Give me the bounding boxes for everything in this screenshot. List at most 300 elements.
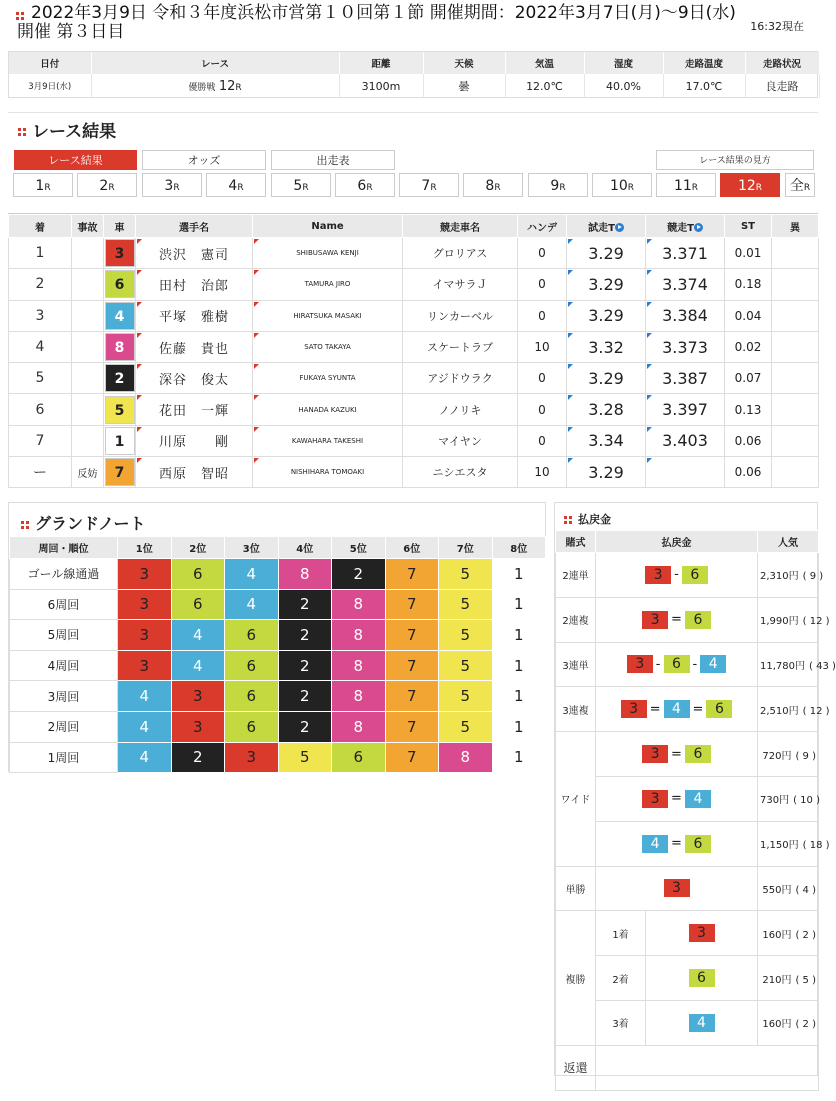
result-st: 0.18 xyxy=(725,269,772,300)
info-humidity: 40.0% xyxy=(584,74,663,98)
col-trial-time[interactable] xyxy=(567,215,646,238)
result-note xyxy=(772,331,819,362)
payout-popularity: ( 2 ) xyxy=(795,1019,816,1031)
grand-note-title xyxy=(21,511,146,534)
result-handicap: 0 xyxy=(518,394,567,425)
race-number: 12 xyxy=(218,78,236,94)
payout-panel xyxy=(554,502,836,1076)
car-number-badge: 6 xyxy=(685,745,711,763)
info-header-date: 日付 xyxy=(9,52,91,74)
race-button-9[interactable] xyxy=(528,173,588,197)
race-button-13[interactable] xyxy=(785,173,815,197)
car-number-badge: 4 xyxy=(700,655,726,673)
result-rider-name[interactable]: 渋沢 憲司 xyxy=(136,238,253,269)
grand-position-cell: 8 xyxy=(332,650,386,681)
car-number-badge: 4 xyxy=(105,302,135,330)
payout-amount-pop xyxy=(758,687,830,732)
car-number-badge: 3 xyxy=(689,924,715,942)
race-button-number: 2 xyxy=(99,178,109,194)
car-number-badge: 3 xyxy=(645,566,671,584)
grand-position-cell: 4 xyxy=(171,650,225,681)
result-bike: ニシエスタ xyxy=(403,457,518,488)
car-number-badge: 3 xyxy=(664,879,690,897)
grand-position-cell: 7 xyxy=(385,681,439,712)
car-number-badge: 4 xyxy=(685,790,711,808)
col-accident: 事故 xyxy=(72,215,104,238)
info-weather: 曇 xyxy=(423,74,505,98)
race-suffix: R xyxy=(235,82,242,93)
payout-combo xyxy=(596,597,758,642)
grand-position-cell: 6 xyxy=(225,620,279,651)
race-prefix: 優勝戦 xyxy=(188,82,216,93)
payout-combo xyxy=(646,1000,758,1045)
grand-row xyxy=(10,620,546,651)
payout-amount: 2,310円 xyxy=(760,571,799,583)
payout-amount-pop xyxy=(758,732,819,777)
info-date: 3月9日(水) xyxy=(9,74,91,98)
payout-amount-pop xyxy=(758,1000,819,1045)
payout-refund-value xyxy=(596,1045,819,1090)
grand-position-cell: 8 xyxy=(332,589,386,620)
race-button-number: 4 xyxy=(228,178,238,194)
result-bike: ノノリキ xyxy=(403,394,518,425)
payout-popularity: ( 12 ) xyxy=(802,616,830,628)
grand-lap-label: ゴール線通過 xyxy=(10,559,118,590)
grand-note-panel xyxy=(8,502,546,772)
payout-row xyxy=(556,866,819,911)
result-rider-name[interactable]: 川原 剛 xyxy=(136,425,253,456)
howto-button[interactable]: レース結果の見方 xyxy=(656,150,814,170)
grand-position-cell: 2 xyxy=(278,681,332,712)
grand-position-cell: 6 xyxy=(225,711,279,742)
car-number-badge: 4 xyxy=(664,700,690,718)
payout-amount: 1,150円 xyxy=(760,840,799,852)
race-button-suffix: R xyxy=(173,183,180,193)
result-handicap: 10 xyxy=(518,331,567,362)
result-row xyxy=(9,394,819,425)
grand-col-place-3: 3位 xyxy=(225,537,279,559)
race-button-number: 12 xyxy=(737,178,756,194)
grand-position-cell: 1 xyxy=(492,620,546,651)
race-button-8[interactable] xyxy=(463,173,523,197)
grand-row xyxy=(10,742,546,773)
payout-amount-pop xyxy=(758,821,830,866)
grand-position-cell: 1 xyxy=(492,711,546,742)
payout-row xyxy=(556,1000,819,1045)
result-name-en: FUKAYA SYUNTA xyxy=(253,363,403,394)
payout-popularity: ( 2 ) xyxy=(795,929,816,941)
grand-col-place-2: 2位 xyxy=(171,537,225,559)
result-note xyxy=(772,238,819,269)
result-rider-name[interactable]: 花田 一輝 xyxy=(136,394,253,425)
payout-col-popularity: 人気 xyxy=(758,531,819,553)
race-button-12[interactable] xyxy=(720,173,780,197)
info-header-weather: 天候 xyxy=(423,52,505,74)
grand-position-cell: 4 xyxy=(225,559,279,590)
payout-amount: 550円 xyxy=(762,884,792,896)
result-name-en: SHIBUSAWA KENJI xyxy=(253,238,403,269)
combo-separator: - xyxy=(692,656,698,672)
combo-badges xyxy=(621,700,733,718)
result-st: 0.04 xyxy=(725,300,772,331)
grand-position-cell: 2 xyxy=(278,589,332,620)
grand-col-lap: 周回・順位 xyxy=(10,537,118,559)
col-bike: 競走車名 xyxy=(403,215,518,238)
result-note xyxy=(772,269,819,300)
car-number-badge: 4 xyxy=(642,835,668,853)
info-distance: 3100m xyxy=(339,74,423,98)
updated-time: 16:32現在 xyxy=(750,20,804,33)
combo-separator: = xyxy=(671,746,682,762)
race-button-10[interactable] xyxy=(592,173,652,197)
result-rank: 7 xyxy=(9,425,72,456)
race-button-7[interactable] xyxy=(399,173,459,197)
payout-combo xyxy=(596,776,758,821)
result-st: 0.06 xyxy=(725,457,772,488)
race-result-title-text: レース結果 xyxy=(32,122,117,142)
grand-lap-label: 1周回 xyxy=(10,742,118,773)
result-rider-name[interactable]: 田村 治郎 xyxy=(136,269,253,300)
payout-popularity: ( 5 ) xyxy=(795,974,816,986)
col-race-time[interactable] xyxy=(646,215,725,238)
car-number-badge: 3 xyxy=(642,790,668,808)
col-name-en: Name xyxy=(253,215,403,238)
race-button-number: 10 xyxy=(609,178,628,194)
result-trial-time: 3.34 xyxy=(567,425,646,456)
info-header-track-temp: 走路温度 xyxy=(663,52,745,74)
result-accident xyxy=(72,269,104,300)
combo-badges xyxy=(642,790,711,808)
grand-lap-label: 6周回 xyxy=(10,589,118,620)
payout-combo xyxy=(646,956,758,1001)
car-number-badge: 6 xyxy=(664,655,690,673)
result-bike: グロリアス xyxy=(403,238,518,269)
result-race-time: 3.371 xyxy=(646,238,725,269)
combo-separator: - xyxy=(674,567,679,583)
grand-position-cell: 4 xyxy=(118,681,172,712)
grand-position-cell: 2 xyxy=(332,559,386,590)
info-race xyxy=(91,74,339,98)
result-car-cell xyxy=(104,425,136,456)
fukusho-place: 1着 xyxy=(596,911,646,956)
grand-position-cell: 5 xyxy=(278,742,332,773)
result-rider-name[interactable]: 深谷 俊太 xyxy=(136,363,253,394)
result-bike: スケートラブ xyxy=(403,331,518,362)
result-rider-name[interactable]: 西原 智昭 xyxy=(136,457,253,488)
section-icon xyxy=(564,516,572,524)
result-rank: 1 xyxy=(9,238,72,269)
car-number-badge: 6 xyxy=(105,270,135,298)
info-header-track-condition: 走路状況 xyxy=(745,52,819,74)
grand-position-cell: 5 xyxy=(439,589,493,620)
grand-position-cell: 1 xyxy=(492,559,546,590)
race-button-suffix: R xyxy=(494,183,501,193)
grand-position-cell: 1 xyxy=(492,681,546,712)
race-button-suffix: R xyxy=(803,183,811,193)
grand-position-cell: 7 xyxy=(385,711,439,742)
payout-type: 3連複 xyxy=(556,687,596,732)
payout-row xyxy=(556,956,819,1001)
section-icon xyxy=(18,128,26,136)
grand-position-cell: 1 xyxy=(492,742,546,773)
col-car: 車 xyxy=(104,215,136,238)
race-button-1[interactable] xyxy=(13,173,73,197)
car-number-badge: 4 xyxy=(689,1014,715,1032)
result-rank: 6 xyxy=(9,394,72,425)
race-button-suffix: R xyxy=(755,183,763,193)
payout-title-text: 払戻金 xyxy=(578,513,611,526)
page-header xyxy=(0,0,818,48)
payout-popularity: ( 9 ) xyxy=(795,750,816,762)
race-button-6[interactable] xyxy=(335,173,395,197)
grand-position-cell: 8 xyxy=(278,559,332,590)
info-header-race: レース xyxy=(91,52,339,74)
payout-row xyxy=(556,642,819,687)
race-button-4[interactable] xyxy=(206,173,266,197)
race-button-3[interactable] xyxy=(142,173,202,197)
race-button-suffix: R xyxy=(302,183,309,193)
result-rank: 4 xyxy=(9,331,72,362)
payout-popularity: ( 43 ) xyxy=(809,660,836,672)
grand-lap-label: 3周回 xyxy=(10,681,118,712)
payout-amount: 720円 xyxy=(762,750,792,762)
result-st: 0.02 xyxy=(725,331,772,362)
payout-type: 3連単 xyxy=(556,642,596,687)
tab-odds[interactable]: オッズ xyxy=(142,150,266,170)
grand-position-cell: 4 xyxy=(118,742,172,773)
result-handicap: 10 xyxy=(518,457,567,488)
play-icon xyxy=(615,223,624,232)
result-rider-name[interactable]: 佐藤 貴也 xyxy=(136,331,253,362)
result-row xyxy=(9,238,819,269)
race-button-5[interactable] xyxy=(271,173,331,197)
grand-position-cell: 2 xyxy=(278,620,332,651)
fukusho-place: 2着 xyxy=(596,956,646,1001)
race-button-number: 5 xyxy=(293,178,303,194)
car-number-badge: 3 xyxy=(105,239,135,267)
combo-separator: = xyxy=(649,701,661,717)
grand-lap-label: 4周回 xyxy=(10,650,118,681)
result-car-cell xyxy=(104,331,136,362)
race-button-number: 11 xyxy=(673,178,692,194)
result-trial-time: 3.29 xyxy=(567,363,646,394)
car-number-badge: 3 xyxy=(642,745,668,763)
result-st: 0.13 xyxy=(725,394,772,425)
result-st: 0.01 xyxy=(725,238,772,269)
col-rider-name: 選手名 xyxy=(136,215,253,238)
info-track-temp: 17.0℃ xyxy=(663,74,745,98)
car-number-badge: 7 xyxy=(105,458,135,486)
grand-position-cell: 6 xyxy=(225,681,279,712)
grand-position-cell: 3 xyxy=(225,742,279,773)
race-button-number: 8 xyxy=(485,178,495,194)
payout-combo xyxy=(596,553,758,598)
grand-position-cell: 6 xyxy=(171,589,225,620)
grand-position-cell: 5 xyxy=(439,681,493,712)
col-handicap: ハンデ xyxy=(518,215,567,238)
race-button-number: 全 xyxy=(789,178,804,194)
result-race-time: 3.373 xyxy=(646,331,725,362)
result-accident xyxy=(72,300,104,331)
race-button-number: 9 xyxy=(550,178,560,194)
payout-row xyxy=(556,732,819,777)
grand-position-cell: 2 xyxy=(171,742,225,773)
result-race-time: 3.387 xyxy=(646,363,725,394)
result-accident xyxy=(72,363,104,394)
grand-note-title-text: グランドノート xyxy=(35,514,146,533)
result-accident xyxy=(72,394,104,425)
grand-row xyxy=(10,681,546,712)
result-row xyxy=(9,425,819,456)
col-trial-label: 試走T xyxy=(588,222,615,234)
grand-col-place-1: 1位 xyxy=(118,537,172,559)
grand-position-cell: 6 xyxy=(332,742,386,773)
grand-position-cell: 7 xyxy=(385,742,439,773)
result-race-time: 3.384 xyxy=(646,300,725,331)
result-row xyxy=(9,457,819,488)
car-number-badge: 6 xyxy=(685,611,711,629)
payout-popularity: ( 10 ) xyxy=(793,795,820,807)
result-st: 0.07 xyxy=(725,363,772,394)
payout-amount-pop xyxy=(758,911,819,956)
race-button-suffix: R xyxy=(108,183,115,193)
grand-position-cell: 8 xyxy=(439,742,493,773)
payout-amount: 160円 xyxy=(762,1019,792,1031)
car-number-badge: 8 xyxy=(105,333,135,361)
car-number-badge: 6 xyxy=(706,700,732,718)
grand-position-cell: 5 xyxy=(439,620,493,651)
grand-position-cell: 7 xyxy=(385,650,439,681)
tab-race-result[interactable]: レース結果 xyxy=(14,150,137,170)
grand-position-cell: 3 xyxy=(171,681,225,712)
grand-position-cell: 7 xyxy=(385,620,439,651)
payout-row xyxy=(556,597,819,642)
payout-amount-pop xyxy=(758,553,824,598)
car-number-badge: 3 xyxy=(642,611,668,629)
car-number-badge: 1 xyxy=(105,427,135,455)
payout-amount: 1,990円 xyxy=(760,616,799,628)
payout-row xyxy=(556,911,819,956)
info-header-temp: 気温 xyxy=(505,52,584,74)
grand-position-cell: 3 xyxy=(118,650,172,681)
payout-combo xyxy=(596,642,758,687)
result-name-en: HANADA KAZUKI xyxy=(253,394,403,425)
col-race-label: 競走T xyxy=(667,222,694,234)
race-button-suffix: R xyxy=(627,183,635,193)
result-st: 0.06 xyxy=(725,425,772,456)
result-trial-time: 3.29 xyxy=(567,300,646,331)
result-trial-time: 3.28 xyxy=(567,394,646,425)
result-handicap: 0 xyxy=(518,425,567,456)
race-button-suffix: R xyxy=(44,183,51,193)
payout-type: 2連複 xyxy=(556,597,596,642)
result-rider-name[interactable]: 平塚 雅樹 xyxy=(136,300,253,331)
race-button-suffix: R xyxy=(430,183,437,193)
payout-popularity: ( 4 ) xyxy=(795,884,816,896)
result-accident xyxy=(72,331,104,362)
combo-badges xyxy=(642,835,711,853)
grand-col-place-7: 7位 xyxy=(439,537,493,559)
result-name-en: SATO TAKAYA xyxy=(253,331,403,362)
tab-entry-list[interactable]: 出走表 xyxy=(271,150,395,170)
result-note xyxy=(772,425,819,456)
race-result-title xyxy=(18,117,116,142)
race-button-number: 3 xyxy=(164,178,174,194)
grand-position-cell: 1 xyxy=(492,650,546,681)
grand-row xyxy=(10,589,546,620)
grand-position-cell: 2 xyxy=(278,711,332,742)
payout-amount: 11,780円 xyxy=(760,660,805,672)
result-accident: 反妨 xyxy=(72,457,104,488)
grand-position-cell: 7 xyxy=(385,589,439,620)
car-number-badge: 3 xyxy=(621,700,647,718)
grand-position-cell: 8 xyxy=(332,620,386,651)
race-button-suffix: R xyxy=(366,183,373,193)
result-race-time: 3.397 xyxy=(646,394,725,425)
race-button-suffix: R xyxy=(691,183,699,193)
result-row xyxy=(9,300,819,331)
combo-badges xyxy=(642,745,711,763)
grand-position-cell: 5 xyxy=(439,559,493,590)
payout-combo xyxy=(596,687,758,732)
grand-col-place-6: 6位 xyxy=(385,537,439,559)
payout-row xyxy=(556,821,819,866)
info-header-distance: 距離 xyxy=(339,52,423,74)
grand-position-cell: 5 xyxy=(439,650,493,681)
payout-amount-pop xyxy=(758,866,819,911)
car-number-badge: 6 xyxy=(682,566,708,584)
grand-position-cell: 2 xyxy=(278,650,332,681)
race-button-number: 6 xyxy=(357,178,367,194)
combo-separator: = xyxy=(671,791,682,807)
payout-col-type: 賭式 xyxy=(556,531,596,553)
result-car-cell xyxy=(104,363,136,394)
grand-col-place-8: 8位 xyxy=(492,537,546,559)
race-button-11[interactable] xyxy=(656,173,716,197)
result-accident xyxy=(72,238,104,269)
race-button-suffix: R xyxy=(559,183,566,193)
payout-amount-pop xyxy=(758,642,836,687)
payout-title xyxy=(564,511,611,527)
payout-amount: 160円 xyxy=(762,929,792,941)
payout-popularity: ( 9 ) xyxy=(802,571,824,583)
payout-amount-pop xyxy=(758,956,819,1001)
race-info-table xyxy=(8,51,818,98)
result-rank: 3 xyxy=(9,300,72,331)
combo-badges xyxy=(642,611,711,629)
result-trial-time: 3.29 xyxy=(567,238,646,269)
result-rank: 2 xyxy=(9,269,72,300)
page-title: 2022年3月9日 令和３年度浜松市営第１０回第１節 開催期間：2022年3月7日(月)〜9日(水) 開催 第３日目 xyxy=(17,3,736,42)
result-car-cell xyxy=(104,269,136,300)
grand-position-cell: 3 xyxy=(118,589,172,620)
section-divider xyxy=(8,112,818,113)
payout-amount-pop xyxy=(758,597,830,642)
grand-position-cell: 6 xyxy=(225,650,279,681)
grand-position-cell: 4 xyxy=(118,711,172,742)
combo-badges xyxy=(627,655,726,673)
result-race-time: 3.374 xyxy=(646,269,725,300)
result-car-cell xyxy=(104,300,136,331)
payout-type: 単勝 xyxy=(556,866,596,911)
result-trial-time: 3.29 xyxy=(567,457,646,488)
result-rank: 5 xyxy=(9,363,72,394)
race-button-2[interactable] xyxy=(77,173,137,197)
payout-combo xyxy=(596,732,758,777)
combo-separator: - xyxy=(655,656,661,672)
result-note xyxy=(772,363,819,394)
grand-position-cell: 8 xyxy=(332,711,386,742)
